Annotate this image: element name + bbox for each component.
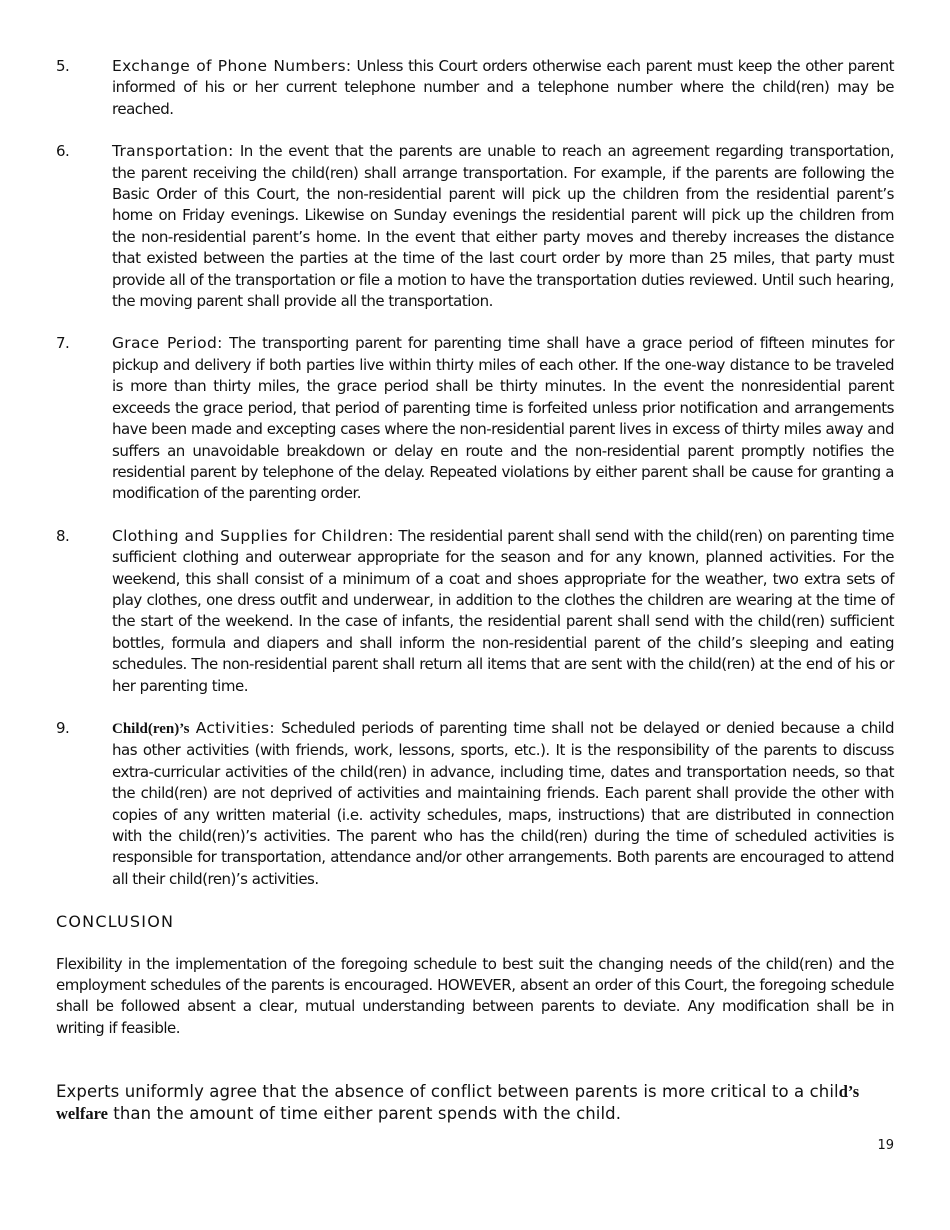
- item-heading-bold: Child(ren)’s: [112, 720, 190, 737]
- experts-quote: [56, 1081, 894, 1125]
- item-8: [56, 526, 894, 697]
- item-number: 6.: [56, 142, 70, 161]
- conclusion-text: Flexibility in the implementation of the foregoing schedule to best suit the changing needs of the child(ren) and the employment schedules of the parents is encouraged. HOWEVER, absent an order of this Court, the foregoing schedule shall be followed absent a clear, mutual understanding between parents to deviate. Any modification shall be in writing if feasible.: [56, 954, 894, 1037]
- item-heading: Activities:: [195, 718, 275, 737]
- item-text: Unless this Court orders otherwise each parent must keep the other parent informed of his or her current telephone number and a telephone number where the child(ren) may be reached.: [112, 57, 894, 118]
- item-number: 5.: [56, 57, 70, 75]
- item-heading: Transportation:: [112, 142, 234, 161]
- conclusion-heading: CONCLUSION: [56, 912, 175, 932]
- item-text: The transporting parent for parenting time shall have a grace period of fifteen minutes for pickup and delivery if both parties live within thirty miles of each other. If the one-way distance to be traveled is more than thirty miles, the grace period shall be thirty minutes. In the event the nonresidential parent exceeds the grace period, that period of parenting time is forfeited unless prior notification and arrangements have been made and excepting cases where the non-residential parent lives in excess of thirty miles away and suffers an unavoidable breakdown or delay en route and the non-residential parent promptly notifies the residential parent by telephone of the delay. Repeated violations by either parent shall be cause for granting a modification of the parenting order.: [112, 334, 894, 503]
- item-text: Scheduled periods of parenting time shall not be delayed or denied because a child has other activities (with friends, work, lessons, sports, etc.). It is the responsibility of the parents to discuss extra-curricular activities of the child(ren) in advance, including time, dates and transportation needs, so that the child(ren) are not deprived of activities and maintaining friends. Each parent shall provide the other with copies of any written material (i.e. activity schedules, maps, instructions) that are distributed in connection with the child(ren)’s activities. The parent who has the child(ren) during the time of scheduled activities is responsible for transportation, attendance and/or other arrangements. Both parents are encouraged to attend all their child(ren)’s activities.: [112, 718, 894, 888]
- item-5: [56, 56, 894, 120]
- item-7: [56, 333, 894, 504]
- item-text: The residential parent shall send with the child(ren) on parenting time sufficient clothing and outerwear appropriate for the season and for any known, planned activities. For the weekend, this shall consist of a minimum of a coat and shoes appropriate for the weather, two extra sets of play clothes, one dress outfit and underwear, in addition to the clothes the children are wearing at the time of the start of the weekend. In the case of infants, the residential parent shall send with the child(ren) sufficient bottles, formula and diapers and shall inform the non-residential parent of the child’s sleeping and eating schedules. The non-residential parent shall return all items that are sent with the child(ren) at the end of his or her parenting time.: [112, 526, 894, 695]
- item-heading: Clothing and Supplies for Children:: [112, 526, 394, 545]
- document-page: [56, 56, 894, 1125]
- item-9: [56, 718, 894, 890]
- item-number: 7.: [56, 334, 70, 353]
- page-number: 19: [877, 1138, 894, 1153]
- experts-text-bold: d’s welfare: [56, 1082, 860, 1124]
- item-number: 9.: [56, 718, 70, 737]
- item-heading: Grace Period:: [112, 334, 223, 353]
- item-heading: Exchange of Phone Numbers:: [112, 57, 352, 75]
- experts-text-start: Experts uniformly agree that the absence of conflict between parents is more critical to a chil: [56, 1082, 839, 1102]
- item-number: 8.: [56, 526, 70, 545]
- item-text: In the event that the parents are unable to reach an agreement regarding transportation, the parent receiving the child(ren) shall arrange transportation. For example, if the parents are following the Basic Order of this Court, the non-residential parent will pick up the children from the residential parent’s home on Friday evenings. Likewise on Sunday evenings the residential parent will pick up the children from the non-residential parent’s home. In the event that either party moves and thereby increases the distance that existed between the parties at the time of the last court order by more than 25 miles, that party must provide all of the transportation or file a motion to have the transportation duties reviewed. Until such hearing, the moving parent shall provide all the transportation.: [112, 142, 894, 311]
- experts-text-end: than the amount of time either parent spends with the child.: [113, 1104, 622, 1124]
- item-6: [56, 141, 894, 312]
